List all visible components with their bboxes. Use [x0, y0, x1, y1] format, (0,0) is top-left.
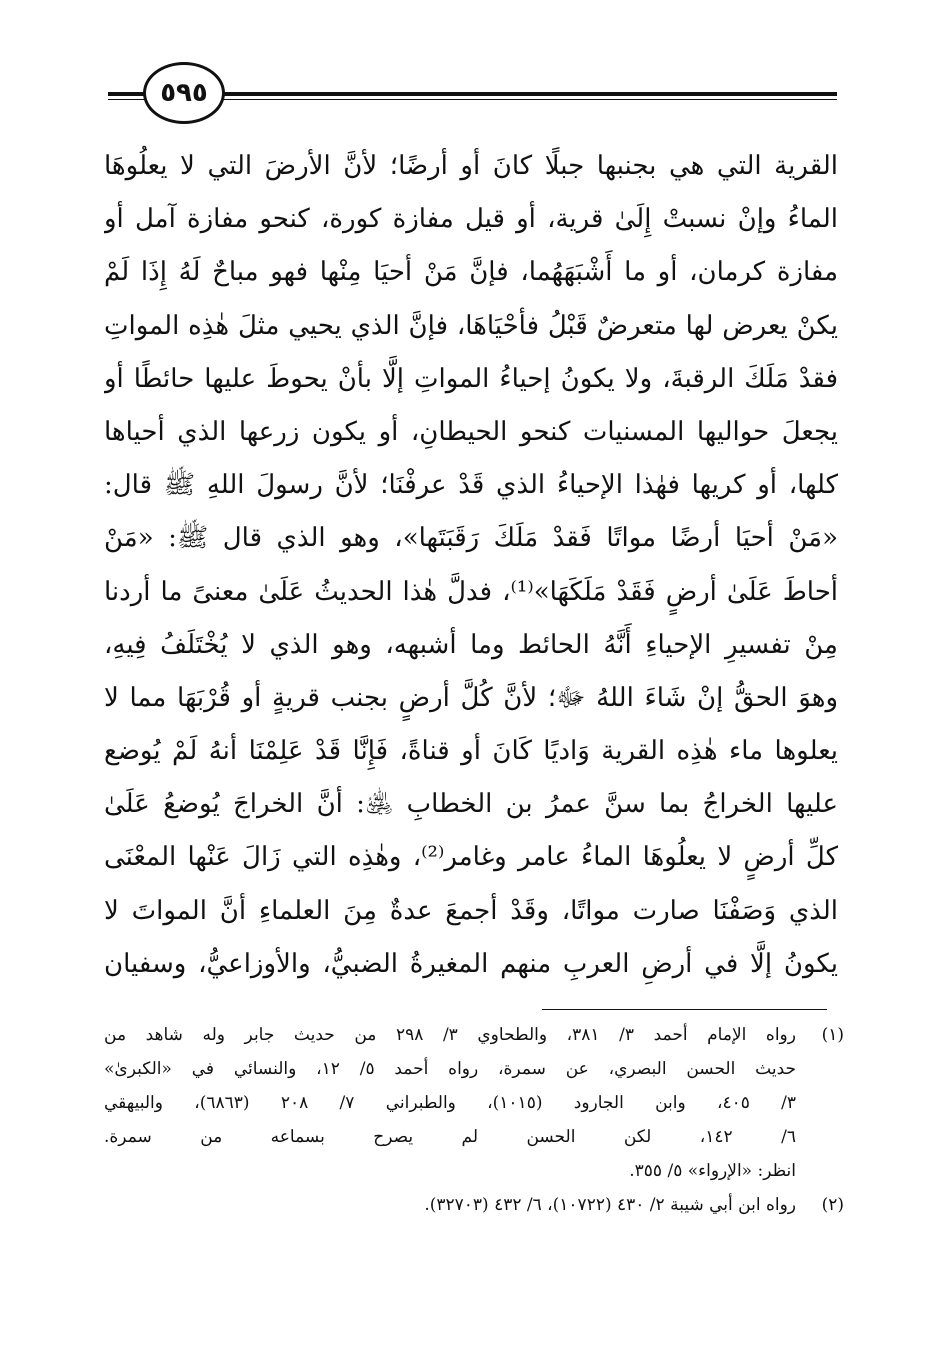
text-line: يعلوها ماء هٰذِه القرية وَاديًا كَانَ أو قناةً، فَإِنَّا قَدْ عَلِمْنَا أنهُ لَمْ يُوضع	[104, 736, 838, 767]
text-line: فقدْ مَلَكَ الرقبةَ، ولا يكونُ إحياءُ المواتِ إلَّا بأنْ يحوطَ عليها حائطًا أو	[104, 363, 838, 394]
footnote-line	[104, 1086, 844, 1120]
page-number: ٥٩٥	[143, 62, 225, 124]
text-line: عليها الخراجُ بما سنَّ عمرُ بن الخطابِ ﵁: أنَّ الخراجَ يُوضعُ عَلَىٰ	[104, 789, 838, 820]
page-header	[0, 0, 952, 130]
footnote-marker: (١)	[821, 1025, 844, 1045]
text-line: «مَنْ أحيَا أرضًا مواتًا فَقدْ مَلَكَ رَقَبَتَها»، وهو الذي قال ﷺ: «مَنْ	[104, 523, 838, 554]
footnote-text: حديث الحسن البصري، عن سمرة، رواه أحمد ٥/ ١٢، والنسائي في «الكبرىٰ»	[104, 1059, 796, 1079]
footnote-line	[104, 1052, 844, 1086]
footnote-text: ٣/ ٤٠٥، وابن الجارود (١٠١٥)، والطبراني ٧/ ٢٠٨ (٦٨٦٣)، والبيهقي	[104, 1093, 796, 1113]
text-line: مِنْ تفسيرِ الإحياءِ أَنَّهُ الحائط وما أشبهه، وهو الذي لا يُخْتَلَفُ فِيهِ،	[104, 629, 838, 660]
text-line: الذي وَصَفْنَا صارت مواتًا، وقَدْ أجمعَ عدةٌ مِنَ العلماءِ أنَّ المواتَ لا	[104, 895, 838, 926]
text-line: مفازة كرمان، أو ما أَشْبَهَهُما، فإنَّ مَنْ أحيَا مِنْها فهو مباحٌ لَهُ إِذَا لَمْ	[104, 257, 838, 288]
text-line: وهوَ الحقُّ إنْ شَاءَ اللهُ ﷻ؛ لأنَّ كُلَّ أرضٍ بجنب قريةٍ أو قُرْبَهَا مما لا	[104, 682, 838, 713]
main-text	[104, 140, 838, 991]
footnote-text: رواه الإمام أحمد ٣/ ٣٨١، والطحاوي ٣/ ٢٩٨ من حديث جابر وله شاهد من	[104, 1025, 796, 1045]
footnotes	[104, 1018, 844, 1222]
footnote-text: ٦/ ١٤٢، لكن الحسن لم يصرح بسماعه من سمرة.	[104, 1127, 796, 1147]
text-line: يكنْ يعرض لها متعرضٌ قَبْلُ فأحْيَاهَا، فإنَّ الذي يحيي مثلَ هٰذِه المواتِ	[104, 310, 838, 341]
footnote-text: انظر: «الإرواء» ٥/ ٣٥٥.	[629, 1161, 796, 1181]
footnote-line	[104, 1154, 844, 1188]
text-line: يكونُ إلَّا في أرضِ العربِ منهم المغيرةُ الضبيُّ، والأوزاعيُّ، وسفيان	[104, 948, 838, 979]
text-line: كلِّ أرضٍ لا يعلُوهَا الماءُ عامر وغامر⁽²⁾، وهٰذِه التي زَالَ عَنْها المعْنَى	[104, 842, 838, 873]
footnote-line	[104, 1188, 844, 1222]
footnote-line	[104, 1018, 844, 1052]
text-line: يجعلَ حواليها المسنيات كنحو الحيطانِ، أو يكون زرعها الذي أحياها	[104, 416, 838, 447]
footnote-separator	[542, 1009, 827, 1010]
footnote-text: رواه ابن أبي شيبة ٢/ ٤٣٠ (١٠٧٢٢)، ٦/ ٤٣٢ (٣٢٧٠٣).	[424, 1195, 796, 1215]
text-line: كلها، أو كريها فهٰذا الإحياءُ الذي قَدْ عرفْنَا؛ لأنَّ رسولَ اللهِ ﷺ قال:	[104, 470, 838, 501]
text-line: القرية التي هي بجنبها جبلًا كانَ أو أرضًا؛ لأنَّ الأرضَ التي لا يعلُوهَا	[104, 151, 838, 181]
footnote-marker: (٢)	[821, 1195, 844, 1215]
footnote-line	[104, 1120, 844, 1154]
text-line: الماءُ وإنْ نسبتْ إِلَىٰ قرية، أو قيل مفازة كورة، كنحو مفازة آمل أو	[104, 204, 838, 235]
text-line: أحاطَ عَلَىٰ أرضٍ فَقَدْ مَلَكَهَا»⁽¹⁾، فدلَّ هٰذا الحديثُ عَلَىٰ معنىً ما أردنا	[104, 576, 838, 607]
